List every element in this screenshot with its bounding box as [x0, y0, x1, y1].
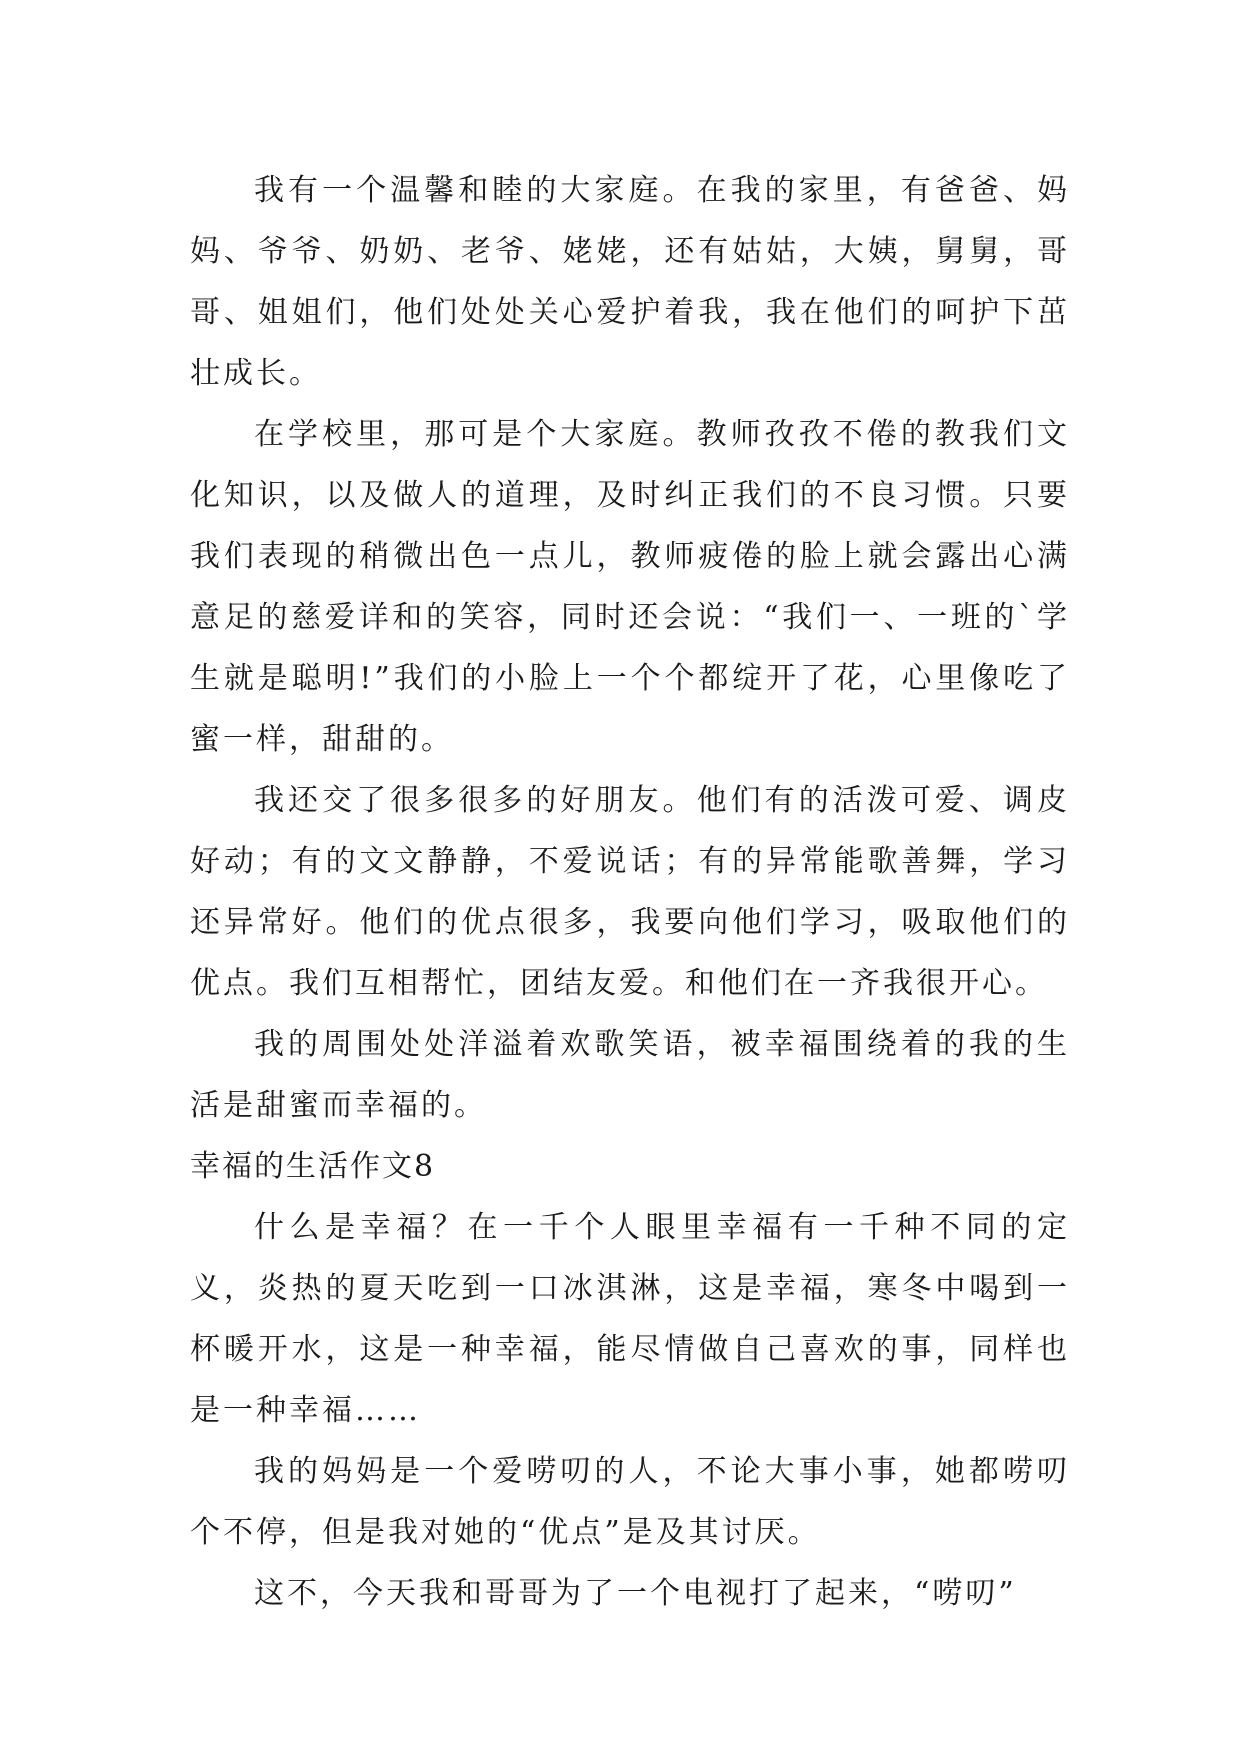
paragraph-surroundings: 我的周围处处洋溢着欢歌笑语，被幸福围绕着的我的生活是甜蜜而幸福的。 — [190, 1027, 1070, 1123]
paragraph-what-is-happiness: 什么是幸福？在一千个人眼里幸福有一千种不同的定义，炎热的夏天吃到一口冰淇淋，这是幸福，寒冬中喝到一杯暖开水，这是一种幸福，能尽情做自己喜欢的事，同样也是一种幸福…… — [190, 1210, 1070, 1428]
paragraph-friends: 我还交了很多很多的好朋友。他们有的活泼可爱、调皮好动；有的文文静静，不爱说话；有的异常能歌善舞，学习还异常好。他们的优点很多，我要向他们学习，吸取他们的优点。我们互相帮忙，团结友爱。和他们在一齐我很开心。 — [190, 783, 1070, 1001]
document-body — [190, 160, 1070, 1624]
paragraph-school: 在学校里，那可是个大家庭。教师孜孜不倦的教我们文化知识，以及做人的道理，及时纠正我们的不良习惯。只要我们表现的稍微出色一点儿，教师疲倦的脸上就会露出心满意足的慈爱详和的笑容，同时还会说：“我们一、一班的`学生就是聪明!”我们的小脸上一个个都绽开了花，心里像吃了蜜一样，甜甜的。 — [190, 417, 1070, 757]
paragraph-mother: 我的妈妈是一个爱唠叨的人，不论大事小事，她都唠叨个不停，但是我对她的“优点”是及其讨厌。 — [190, 1454, 1070, 1550]
paragraph-family: 我有一个温馨和睦的大家庭。在我的家里，有爸爸、妈妈、爷爷、奶奶、老爷、姥姥，还有姑姑，大姨，舅舅，哥哥、姐姐们，他们处处关心爱护着我，我在他们的呵护下茁壮成长。 — [190, 173, 1070, 391]
section-heading: 幸福的生活作文8 — [190, 1149, 436, 1184]
paragraph-today: 这不，今天我和哥哥为了一个电视打了起来，“唠叨” — [254, 1576, 1017, 1611]
